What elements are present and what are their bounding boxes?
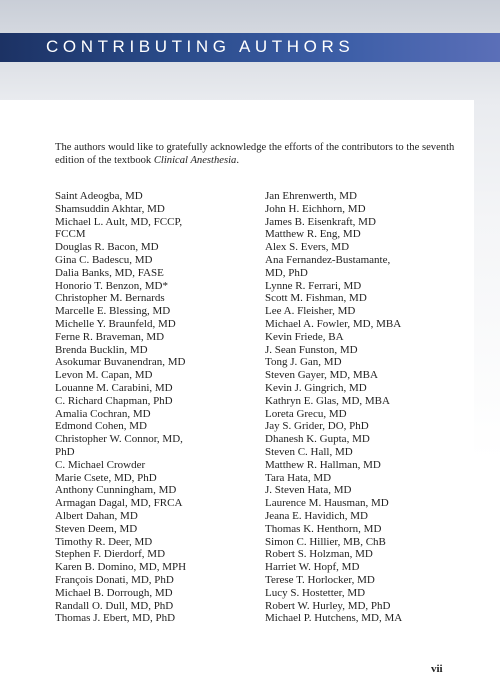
author-line: Thomas J. Ebert, MD, PhD (55, 612, 176, 625)
authors-column-right (265, 190, 475, 625)
author-line: Michael A. Fowler, MD, MBA (265, 317, 402, 330)
author-line: Michael L. Ault, MD, FCCP, (55, 215, 183, 228)
author-line: Scott M. Fishman, MD (265, 292, 367, 305)
author-line: Lee A. Fleisher, MD (265, 305, 356, 318)
author-line: Tong J. Gan, MD (265, 356, 342, 369)
author-line: Alex S. Evers, MD (265, 241, 350, 254)
author-line: Lucy S. Hostetter, MD (265, 586, 366, 599)
author-line: Steven Deem, MD (55, 522, 138, 535)
author-line: Karen B. Domino, MD, MPH (55, 561, 187, 574)
author-line: Jan Ehrenwerth, MD (265, 190, 357, 202)
author-line: PhD (55, 445, 75, 458)
author-line: Tara Hata, MD (265, 471, 332, 484)
author-line: Armagan Dagal, MD, FRCA (55, 497, 183, 510)
author-line: Amalia Cochran, MD (55, 407, 151, 420)
author-line: FCCM (55, 228, 86, 241)
author-line: Honorio T. Benzon, MD* (55, 279, 168, 292)
author-line: Robert W. Hurley, MD, PhD (265, 599, 391, 612)
author-line: Timothy R. Deer, MD (55, 535, 153, 548)
author-line: Christopher W. Connor, MD, (55, 433, 183, 446)
panel-edge-shading (474, 100, 500, 700)
author-line: Edmond Cohen, MD (55, 420, 147, 433)
author-line: J. Sean Funston, MD (265, 343, 358, 356)
author-line: Kevin J. Gingrich, MD (265, 381, 367, 394)
author-line: Loreta Grecu, MD (265, 407, 347, 420)
author-line: Kevin Friede, BA (265, 330, 344, 343)
authors-column-left (55, 190, 255, 625)
author-line: Michael B. Dorrough, MD (55, 586, 173, 599)
author-line: Matthew R. Hallman, MD (265, 458, 381, 471)
author-line: Stephen F. Dierdorf, MD (55, 548, 166, 561)
author-line: James B. Eisenkraft, MD (265, 215, 376, 228)
author-line: Marcelle E. Blessing, MD (55, 305, 171, 318)
author-line: Dalia Banks, MD, FASE (55, 266, 164, 279)
author-line: Ferne R. Braveman, MD (55, 330, 165, 343)
author-line: Anthony Cunningham, MD (55, 484, 177, 497)
author-line: Steven Gayer, MD, MBA (265, 369, 378, 382)
author-line: Albert Dahan, MD (55, 509, 138, 522)
intro-end: . (236, 155, 240, 166)
author-line: Lynne R. Ferrari, MD (265, 279, 362, 292)
author-line: Michelle Y. Braunfeld, MD (55, 317, 176, 330)
author-line: François Donati, MD, PhD (55, 573, 174, 586)
author-line: Asokumar Buvanendran, MD (55, 356, 186, 369)
author-line: Laurence M. Hausman, MD (265, 497, 389, 510)
author-line: Robert S. Holzman, MD (265, 548, 373, 561)
author-line: Brenda Bucklin, MD (55, 343, 148, 356)
author-line: Harriet W. Hopf, MD (265, 561, 360, 574)
author-line: C. Michael Crowder (55, 458, 146, 471)
author-line: Michael P. Hutchens, MD, MA (265, 612, 403, 625)
author-line: Jeana E. Havidich, MD (265, 509, 368, 522)
author-line: Randall O. Dull, MD, PhD (55, 599, 174, 612)
author-line: John H. Eichhorn, MD (265, 202, 366, 215)
author-line: Gina C. Badescu, MD (55, 253, 153, 266)
book-title: Clinical Anesthesia (153, 155, 237, 166)
author-line: Jay S. Grider, DO, PhD (265, 420, 369, 433)
author-line: Thomas K. Henthorn, MD (265, 522, 382, 535)
intro-paragraph (55, 141, 465, 167)
author-line: Matthew R. Eng, MD (265, 228, 361, 241)
author-line: Christopher M. Bernards (55, 292, 165, 305)
author-line: Levon M. Capan, MD (55, 369, 153, 382)
author-line: Douglas R. Bacon, MD (55, 241, 159, 254)
author-line: Simon C. Hillier, MB, ChB (265, 535, 386, 548)
author-line: Marie Csete, MD, PhD (55, 471, 157, 484)
author-line: Louanne M. Carabini, MD (55, 381, 173, 394)
author-line: Steven C. Hall, MD (265, 445, 353, 458)
page-title: CONTRIBUTING AUTHORS (46, 37, 355, 56)
author-line: C. Richard Chapman, PhD (55, 394, 173, 407)
author-line: Shamsuddin Akhtar, MD (55, 202, 165, 215)
page-number: vii (431, 663, 443, 675)
intro-text: The authors would like to gratefully acknowledge the efforts of the contributors to the seventh edition of the textbook (55, 142, 455, 166)
author-line: Ana Fernandez-Bustamante, (265, 253, 391, 266)
author-line: MD, PhD (265, 266, 308, 279)
author-line: Saint Adeogba, MD (55, 190, 143, 202)
author-line: Terese T. Horlocker, MD (265, 573, 375, 586)
author-line: Dhanesh K. Gupta, MD (265, 433, 370, 446)
author-line: Kathryn E. Glas, MD, MBA (265, 394, 390, 407)
author-line: J. Steven Hata, MD (265, 484, 352, 497)
